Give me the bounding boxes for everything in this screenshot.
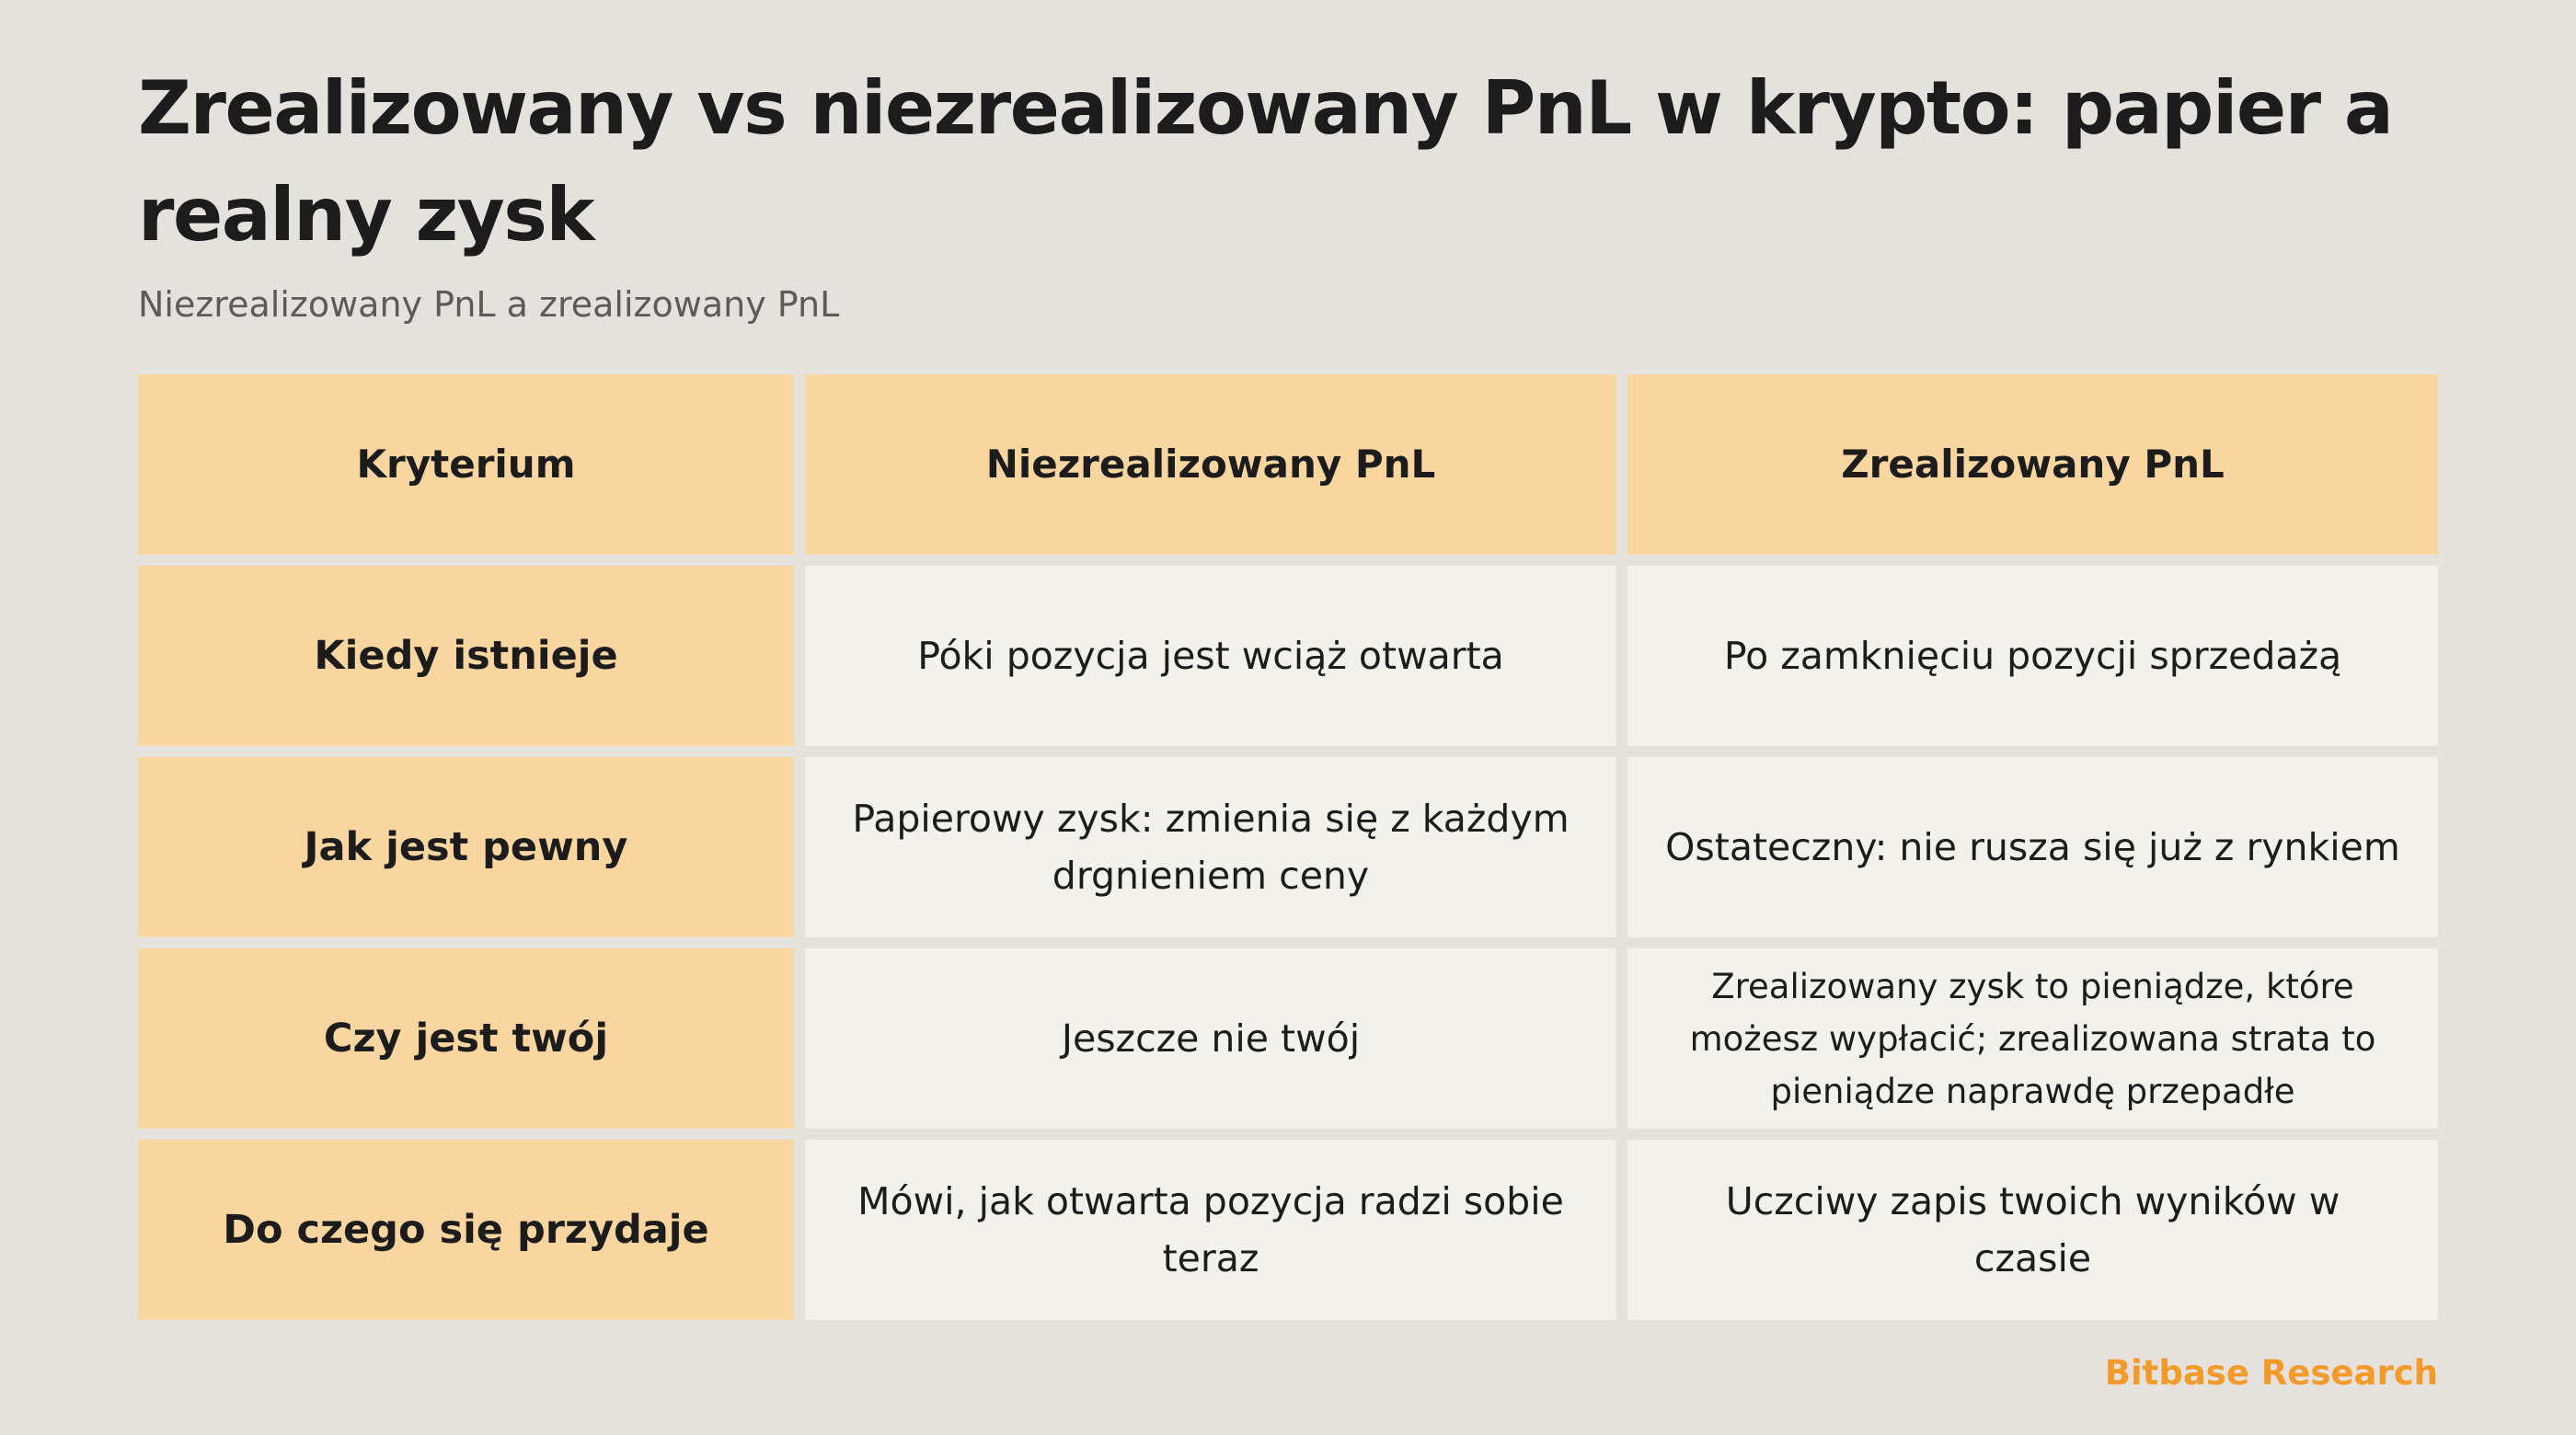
table-cell-unrealized: Mówi, jak otwarta pozycja radzi sobie teraz <box>805 1140 1616 1320</box>
comparison-table <box>138 374 2438 1320</box>
brand-label: Bitbase Research <box>2104 1353 2438 1393</box>
page-title: Zrealizowany vs niezrealizowany PnL w krypto: papier a realny zysk <box>138 65 2393 258</box>
row-label-usefulness: Do czego się przydaje <box>138 1140 794 1320</box>
table-cell-realized: Ostateczny: nie rusza się już z rynkiem <box>1627 757 2438 937</box>
table-cell-unrealized: Papierowy zysk: zmienia się z każdym drgnieniem ceny <box>805 757 1616 937</box>
table-cell-unrealized: Póki pozycja jest wciąż otwarta <box>805 566 1616 746</box>
page <box>138 55 2438 1280</box>
row-label-when-exists: Kiedy istnieje <box>138 566 794 746</box>
column-header-unrealized: Niezrealizowany PnL <box>805 374 1616 555</box>
page-subtitle: Niezrealizowany PnL a zrealizowany PnL <box>138 284 840 325</box>
column-header-realized: Zrealizowany PnL <box>1627 374 2438 555</box>
table-cell-realized: Zrealizowany zysk to pieniądze, które możesz wypłacić; zrealizowana strata to pieniądze naprawdę przepadłe <box>1627 948 2438 1129</box>
table-cell-realized: Uczciwy zapis twoich wyników w czasie <box>1627 1140 2438 1320</box>
table-cell-unrealized: Jeszcze nie twój <box>805 948 1616 1129</box>
column-header-criterion: Kryterium <box>138 374 794 555</box>
table-cell-realized: Po zamknięciu pozycji sprzedażą <box>1627 566 2438 746</box>
row-label-ownership: Czy jest twój <box>138 948 794 1129</box>
row-label-certainty: Jak jest pewny <box>138 757 794 937</box>
